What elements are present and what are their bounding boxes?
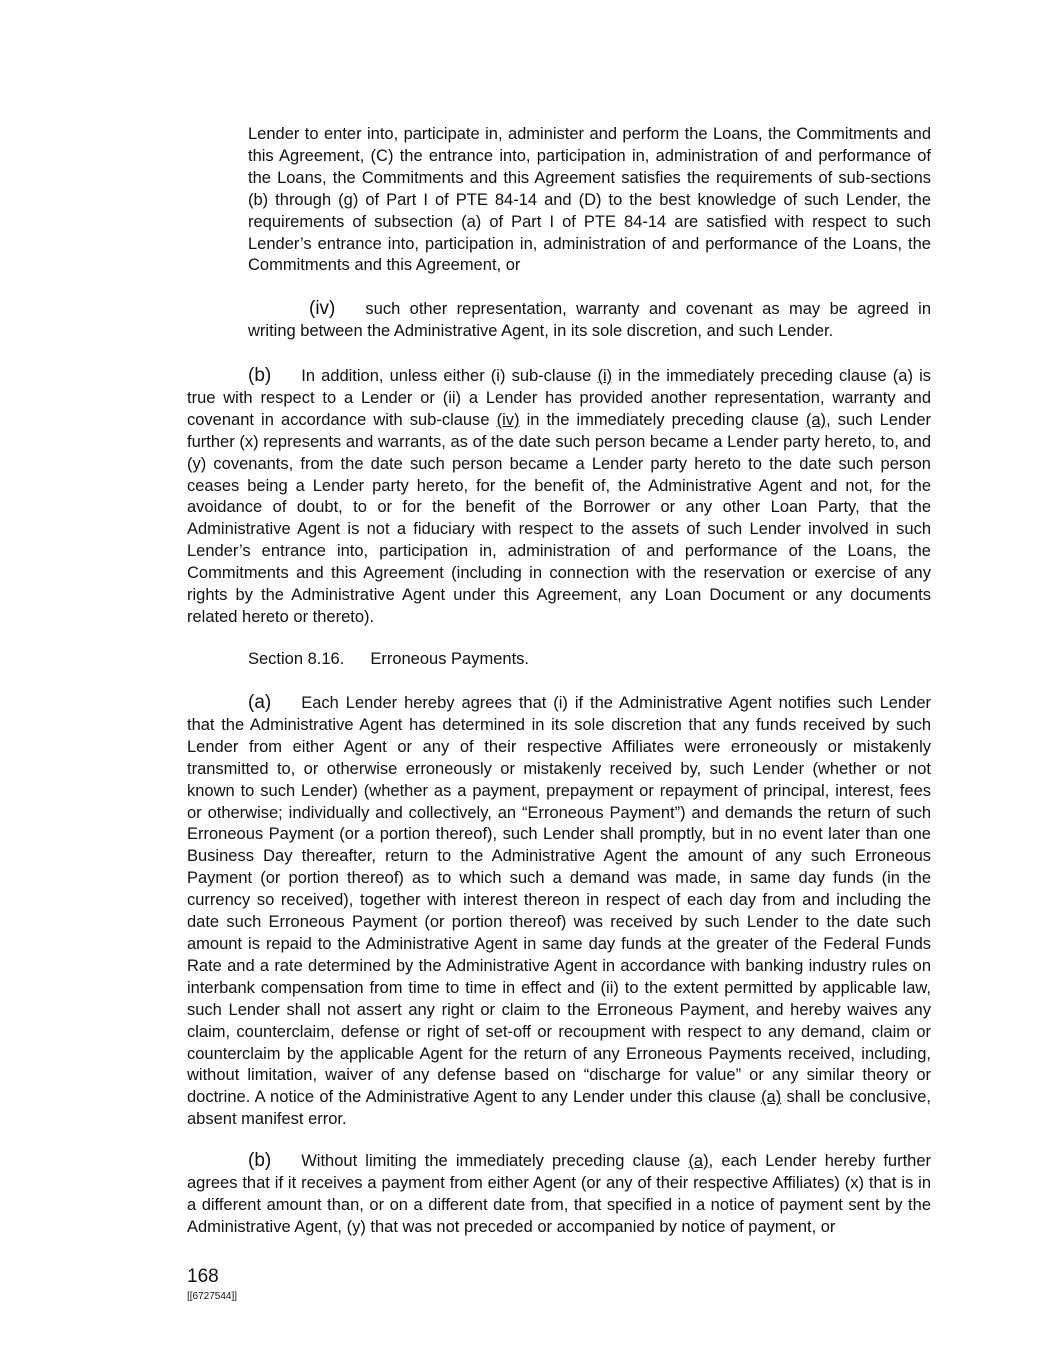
erroneous-clause-a-text-1: Each Lender hereby agrees that (i) if the Administrative Agent notifies such Lender that the Administrative Agent has determined in its sole discretion that any funds received by such Lender from either Agent or any of their respective Affiliates were erroneously or mistakenly transmitted to, or otherwise erroneously or mistakenly received by, such Lender (whether or not known to such Lender) (whether as a payment, prepayment or repayment of principal, interest, fees or otherwise; individually and collectively, an “Erroneous Payment”) and demands the return of such Erroneous Payment (or a portion thereof), such Lender shall promptly, but in no event later than one Business Day thereafter, return to the Administrative Agent the amount of any such Erroneous Payment (or portion thereof) as to which such a demand was made, in same day funds (in the currency so received), together with interest thereon in respect of each day from and including the date such Erroneous Payment (or portion thereof) was received by such Lender to the date such amount is repaid to the Administrative Agent in same day funds at the greater of the Federal Funds Rate and a rate determined by the Administrative Agent in accordance with banking industry rules on interbank compensation from time to time in effect and (ii) to the extent permitted by applicable law, such Lender shall not assert any right or claim to the Erroneous Payment, and hereby waives any claim, counterclaim, defense or right of set-off or recoupment with respect to any demand, claim or counterclaim by the applicable Agent for the return of any Erroneous Payments received, including, without limitation, waiver of any defense based on “discharge for value” or any similar theory or doctrine. A notice of the Administrative Agent to any Lender under this clause [187,694,931,1107]
clause-iv-text: such other representation, warranty and covenant as may be agreed in writing between the Administrative Agent, in its sole discretion, and such Lender. [248,300,931,340]
clause-b-text-3: in the immediately preceding clause [519,410,806,429]
clause-b-label: (b) [248,365,272,386]
continuation-paragraph: Lender to enter into, participate in, administer and perform the Loans, the Commitments and this Agreement, (C) the entrance into, participation in, administration of and performance of the Loans, the Commitments and this Agreement satisfies the requirements of sub-sections (b) through (g) of Part I of PTE 84-14 and (D) to the best knowledge of such Lender, the requirements of subsection (a) of Part I of PTE 84-14 are satisfied with respect to such Lender’s entrance into, participation in, administration of and performance of the Loans, the Commitments and this Agreement, or [248,125,931,275]
section-number: Section 8.16. [248,650,345,668]
erroneous-clause-a-text-2: shall be conclusive, absent manifest error. [187,1088,931,1129]
page-number: 168 [187,1266,219,1287]
clause-b-text-1: In addition, unless either (i) sub-clause [301,367,598,385]
erroneous-clause-b-ref-a: (a) [688,1152,709,1170]
clause-b-ref-iv: (iv) [496,410,520,429]
erroneous-clause-b-text-1: Without limiting the immediately preceding clause [301,1152,689,1170]
clause-b-ref-i: (i) [597,367,613,385]
erroneous-clause-b-label: (b) [248,1150,272,1171]
clause-b-text-4: , such Lender further (x) represents and warrants, as of the date such person became a Lender party hereto, to, and (y) covenants, from the date such person became a Lender party hereto to the date such person ceases being a Lender party hereto, for the benefit of, the Administrative Agent and not, for the avoidance of doubt, to or for the benefit of the Borrower or any other Loan Party, that the Administrative Agent is not a fiduciary with respect to the assets of such Lender involved in such Lender’s entrance into, participation in, administration of and performance of the Loans, the Commitments and this Agreement (including in connection with the reservation or exercise of any rights by the Administrative Agent under this Agreement, any Loan Document or any documents related hereto or thereto). [187,410,932,626]
clause-b-text-2: in the immediately preceding clause (a) is true with respect to a Lender or (ii) a Lender has provided another representation, warranty and covenant in accordance with sub-clause [187,367,931,429]
document-id: [[6727544]] [187,1291,238,1302]
clause-b-ref-a: (a) [805,410,827,429]
erroneous-clause-a-ref-a: (a) [761,1088,782,1107]
clause-iv-paragraph [248,298,931,343]
erroneous-clause-b-paragraph [187,1150,931,1239]
erroneous-clause-a-label: (a) [248,692,272,713]
section-title: Erroneous Payments. [370,650,529,668]
clause-b-representation-paragraph [187,365,931,629]
clause-iv-label: (iv) [309,298,336,319]
erroneous-clause-b-text-2: , each Lender hereby further agrees that if it receives a payment from either Agent (or any of their respective Affiliates) (x) that is in a different amount than, or on a different date from, that specified in a notice of payment sent by the Administrative Agent, (y) that was not preceded or accompanied by notice of payment, or [187,1152,932,1236]
section-heading [248,648,529,670]
erroneous-clause-a-paragraph [187,692,931,1131]
